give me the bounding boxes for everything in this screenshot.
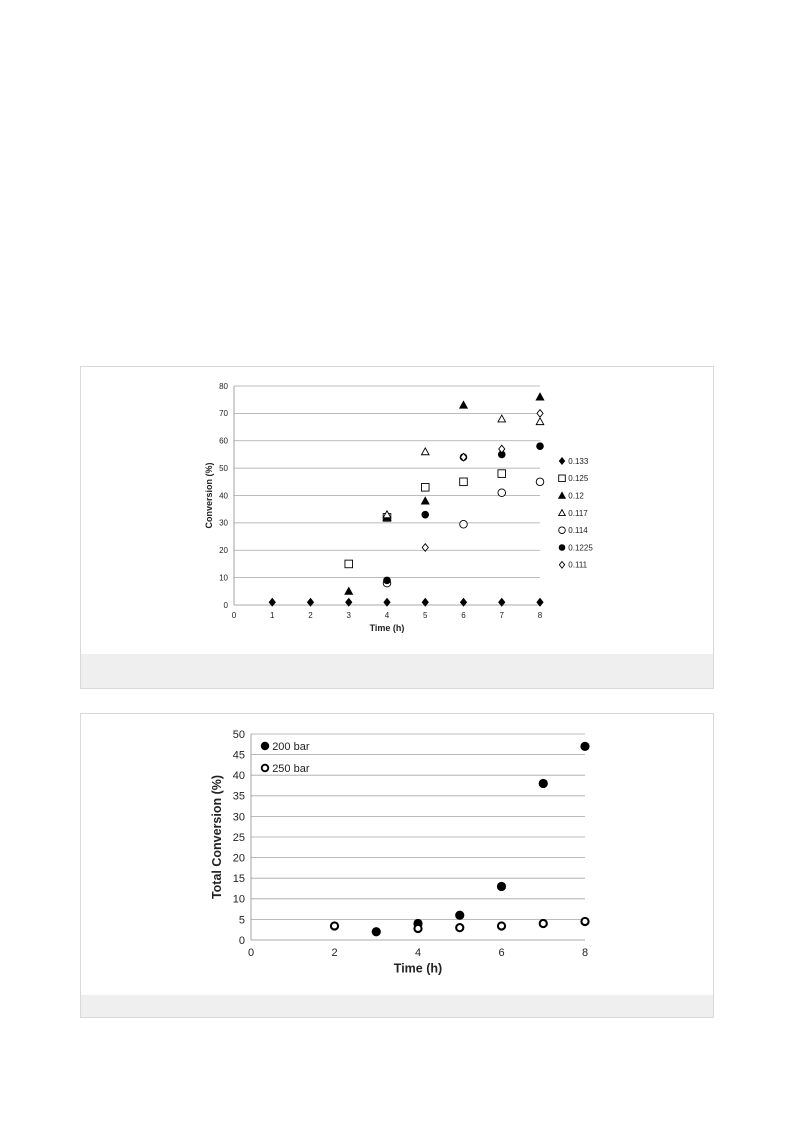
- y-tick-label: 15: [232, 873, 245, 886]
- y-tick-label: 35: [232, 790, 245, 803]
- y-tick-label: 80: [219, 381, 228, 391]
- legend-marker: [559, 527, 566, 534]
- y-tick-label: 10: [232, 893, 245, 906]
- x-tick-label: 4: [414, 947, 422, 959]
- x-tick-labels: [232, 611, 543, 620]
- y-tick-labels: [219, 382, 228, 610]
- gridlines: [234, 386, 540, 578]
- x-tick-label: 2: [331, 947, 338, 959]
- x-tick-label: 6: [461, 611, 466, 620]
- y-tick-label: 10: [219, 573, 228, 583]
- data-point: [536, 478, 544, 486]
- data-point: [536, 442, 544, 450]
- legend: [559, 457, 594, 570]
- data-point: [540, 920, 547, 927]
- legend-marker: [559, 458, 564, 465]
- chart-panel-total-conversion: [80, 713, 714, 1018]
- data-point: [539, 779, 548, 788]
- y-tick-label: 40: [219, 491, 228, 501]
- legend-marker: [559, 510, 566, 516]
- y-tick-label: 50: [219, 463, 228, 473]
- data-point: [421, 497, 429, 504]
- y-tick-label: 60: [219, 436, 228, 446]
- y-tick-label: 20: [219, 546, 228, 556]
- legend-marker: [559, 544, 566, 551]
- data-points: [331, 742, 590, 937]
- y-tick-label: 0: [223, 600, 228, 610]
- legend-item: [559, 561, 587, 570]
- y-axis-title: Conversion (%): [204, 462, 214, 529]
- data-point: [580, 742, 589, 751]
- data-point: [498, 470, 506, 478]
- data-point: [345, 588, 353, 595]
- y-tick-label: 5: [238, 914, 245, 927]
- y-tick-label: 20: [232, 852, 245, 865]
- legend-item: [559, 543, 594, 552]
- y-axis-title: Total Conversion (%): [210, 774, 224, 900]
- y-tick-label: 30: [219, 518, 228, 528]
- x-tick-label: 8: [537, 611, 543, 620]
- data-point: [537, 410, 543, 418]
- legend-item: [262, 763, 310, 775]
- data-point: [456, 924, 463, 931]
- data-point: [536, 393, 544, 400]
- data-point: [498, 489, 506, 497]
- data-point: [498, 415, 506, 422]
- gridlines: [251, 734, 585, 919]
- legend-label: 0.12: [568, 491, 584, 501]
- data-point: [383, 577, 391, 585]
- legend-item: [261, 741, 310, 753]
- y-tick-labels: [233, 729, 245, 947]
- data-points: [269, 393, 544, 606]
- data-point: [460, 478, 468, 486]
- data-point: [421, 511, 429, 519]
- legend-item: [559, 491, 585, 500]
- data-point: [421, 483, 429, 491]
- legend-marker: [559, 562, 564, 569]
- legend-item: [559, 526, 589, 535]
- x-tick-label: 2: [308, 611, 313, 620]
- x-tick-labels: [248, 947, 588, 959]
- x-tick-label: 6: [498, 947, 505, 959]
- legend-label: 0.125: [568, 474, 589, 484]
- conversion-scatter-chart: [81, 367, 715, 656]
- data-point: [498, 922, 505, 929]
- y-tick-label: 70: [219, 409, 228, 419]
- y-tick-label: 45: [232, 749, 245, 762]
- caption-strip: [81, 995, 713, 1017]
- y-tick-label: 0: [238, 934, 245, 947]
- legend-label: 0.114: [568, 526, 588, 536]
- data-point: [345, 560, 353, 568]
- data-point: [421, 448, 429, 455]
- x-tick-label: 5: [423, 611, 428, 620]
- legend-marker: [559, 492, 566, 498]
- legend-label: 250 bar: [272, 762, 310, 775]
- x-tick-label: 0: [231, 611, 237, 620]
- x-axis-title: Time (h): [369, 623, 405, 633]
- data-point: [536, 418, 544, 425]
- legend-label: 0.117: [568, 508, 588, 518]
- total-conversion-scatter-chart: [81, 714, 715, 997]
- legend-marker: [261, 742, 269, 750]
- legend-marker: [559, 475, 566, 482]
- data-point: [331, 922, 338, 929]
- y-tick-label: 40: [232, 770, 245, 783]
- legend-label: 0.111: [568, 560, 588, 570]
- legend-item: [559, 457, 589, 466]
- data-point: [497, 882, 506, 891]
- x-tick-label: 8: [581, 947, 589, 959]
- data-point: [455, 911, 464, 920]
- legend-item: [559, 474, 589, 483]
- x-axis-title: Time (h): [393, 961, 443, 976]
- data-point: [460, 401, 468, 408]
- y-tick-label: 50: [232, 728, 245, 741]
- legend-marker: [262, 765, 269, 772]
- data-point: [372, 927, 381, 936]
- y-tick-label: 30: [232, 811, 245, 824]
- x-tick-label: 7: [499, 611, 504, 620]
- data-point: [414, 925, 421, 932]
- data-point: [460, 520, 468, 528]
- x-tick-label: 4: [384, 611, 390, 620]
- legend-label: 0.1225: [568, 543, 593, 553]
- y-tick-label: 25: [232, 831, 245, 844]
- legend-item: [559, 509, 589, 518]
- legend: [261, 741, 310, 775]
- legend-label: 0.133: [568, 456, 589, 466]
- x-tick-label: 3: [346, 611, 351, 620]
- x-tick-label: 1: [270, 611, 275, 620]
- chart-panel-conversion: [80, 366, 714, 689]
- data-point: [581, 918, 588, 925]
- caption-strip: [81, 654, 713, 688]
- legend-label: 200 bar: [272, 740, 310, 753]
- x-tick-label: 0: [247, 947, 255, 959]
